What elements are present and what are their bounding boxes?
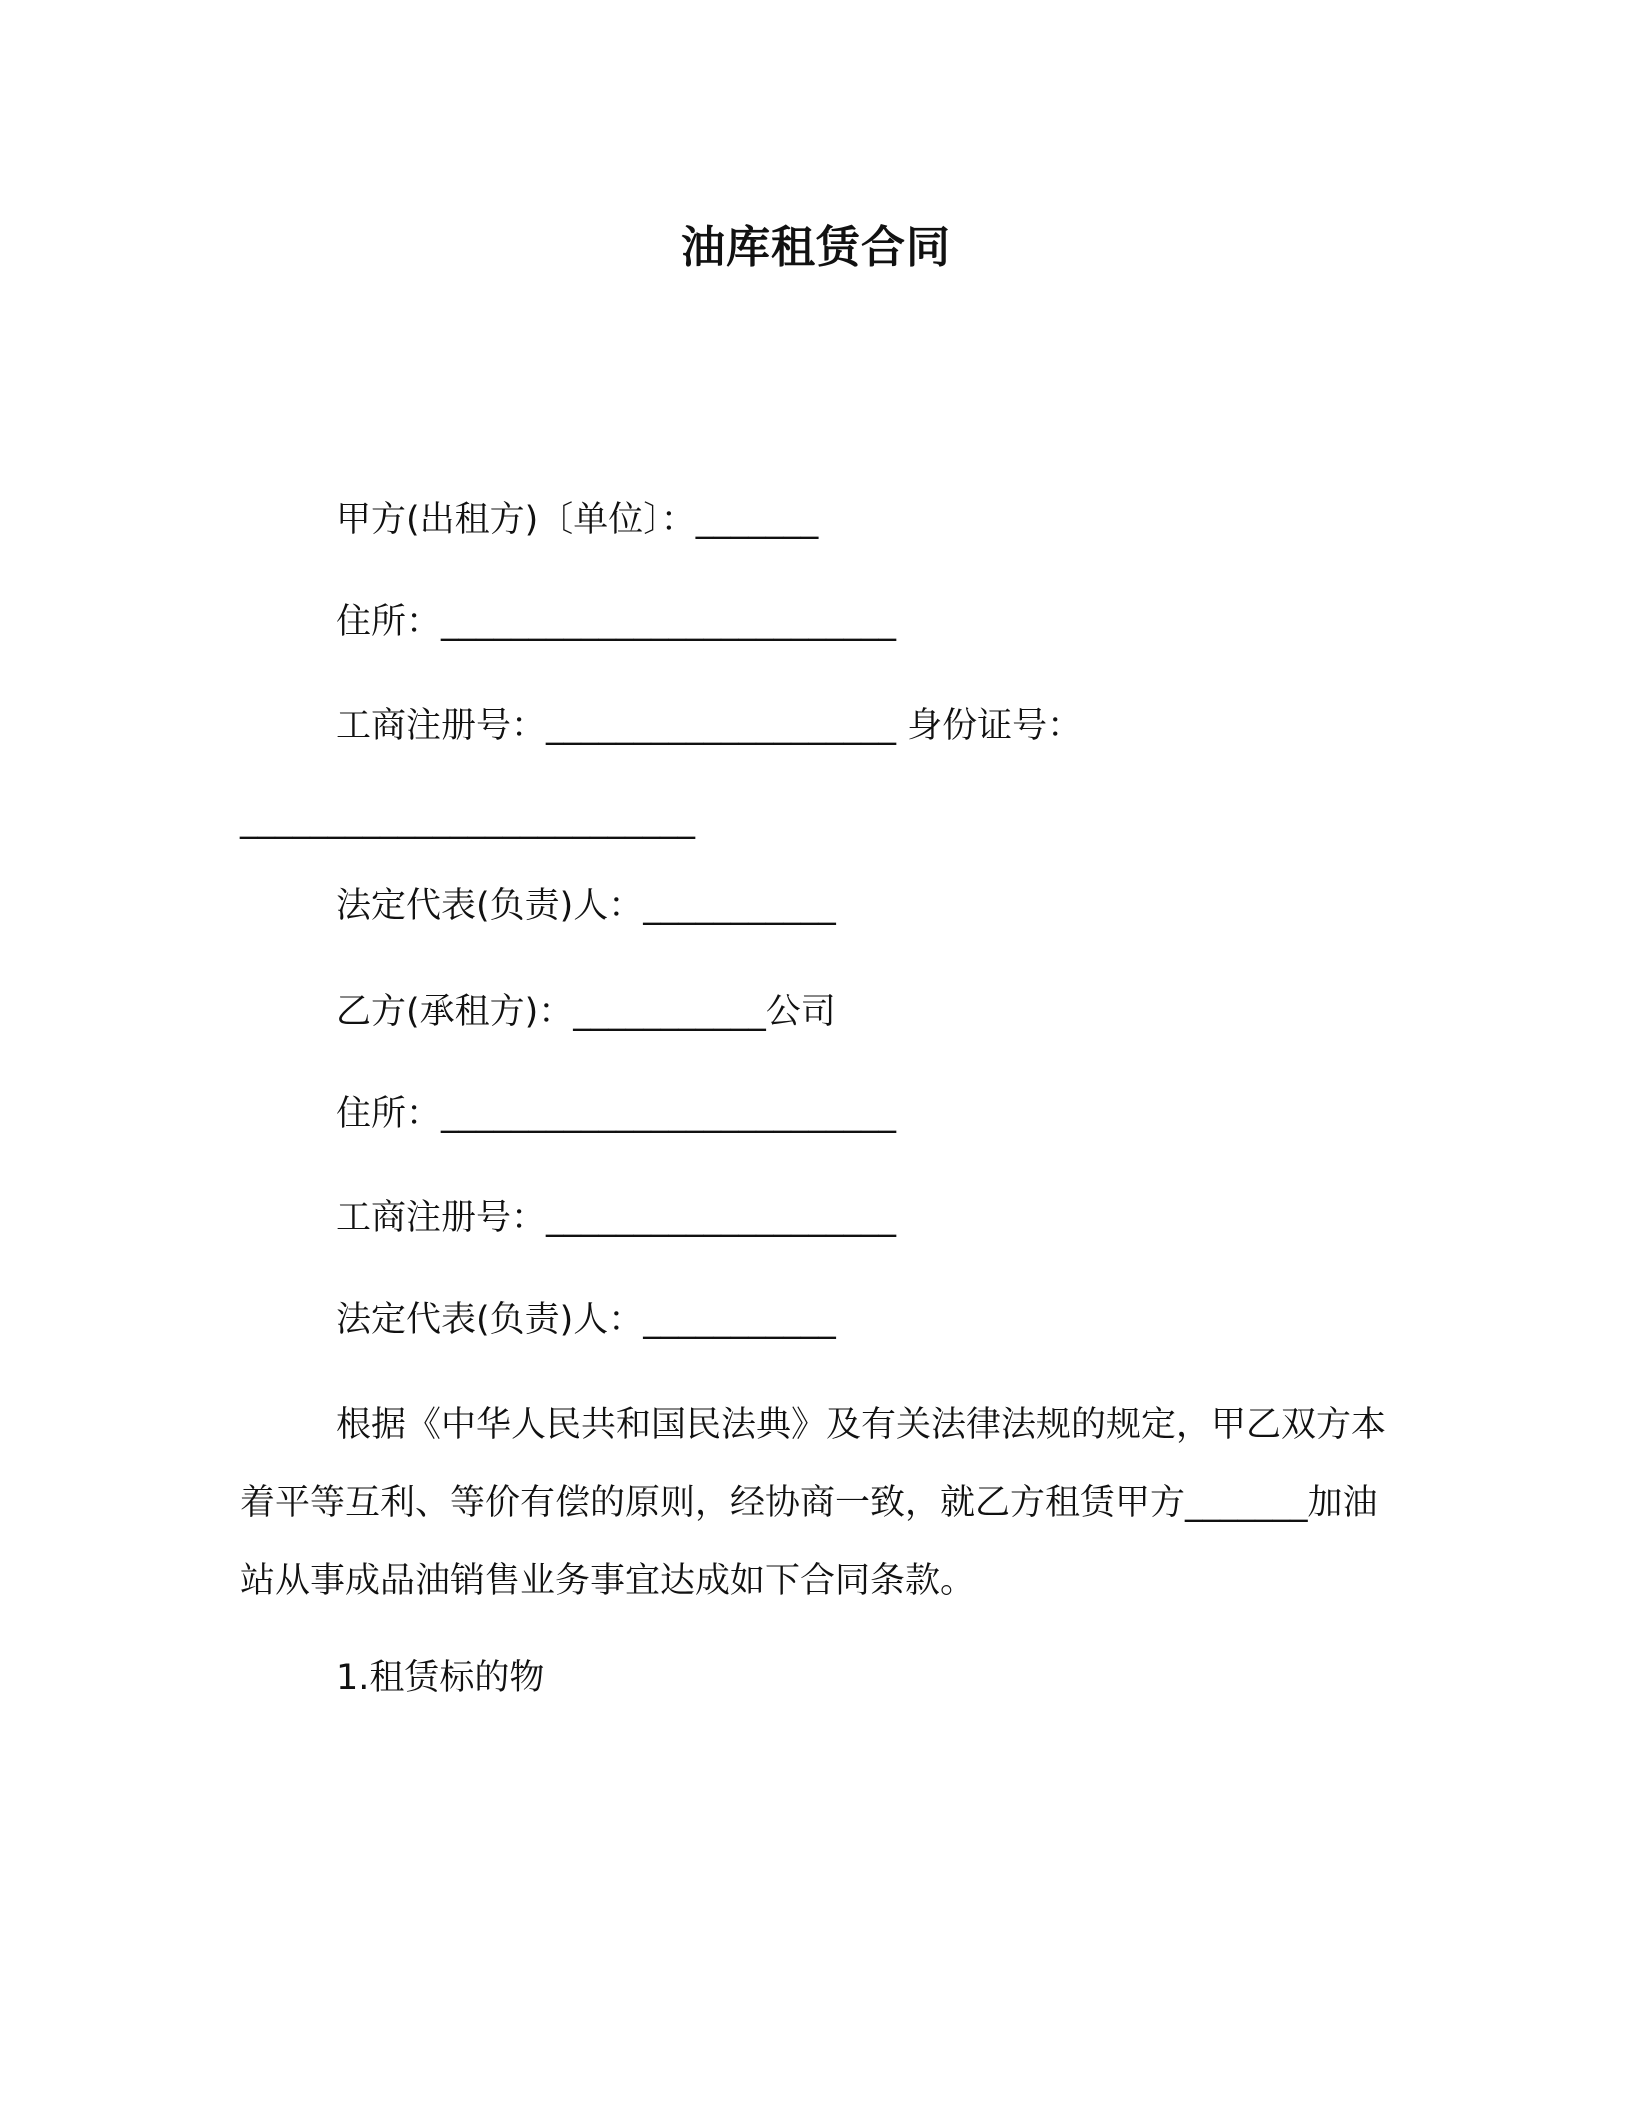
party-b-name-line: 乙方(承租方)：___________公司 <box>336 992 836 1032</box>
party-a-name-line: 甲方(出租方)〔单位〕：_______ <box>336 500 819 540</box>
party-b-registration-line: 工商注册号：____________________ <box>336 1198 897 1238</box>
party-a-address-line: 住所：__________________________ <box>336 602 897 642</box>
party-b-legal-rep-line: 法定代表(负责)人：___________ <box>336 1300 836 1340</box>
party-b-address-line: 住所：__________________________ <box>336 1094 897 1134</box>
section-1-heading: 1.租赁标的物 <box>336 1658 545 1698</box>
preamble-text: 根据《中华人民共和国民法典》及有关法律法规的规定，甲乙双方本着平等互利、等价有偿的原则，经协商一致，就乙方租赁甲方_______加油站从事成品油销售业务事宜达成如下合同条款。 <box>240 1405 1387 1601</box>
preamble-paragraph <box>240 1386 1400 1620</box>
document-title: 油库租赁合同 <box>681 222 951 273</box>
party-a-id-number-blank: __________________________ <box>240 800 695 840</box>
party-a-registration-line: 工商注册号：____________________ 身份证号： <box>336 706 1083 746</box>
party-a-legal-rep-line: 法定代表(负责)人：___________ <box>336 886 836 926</box>
